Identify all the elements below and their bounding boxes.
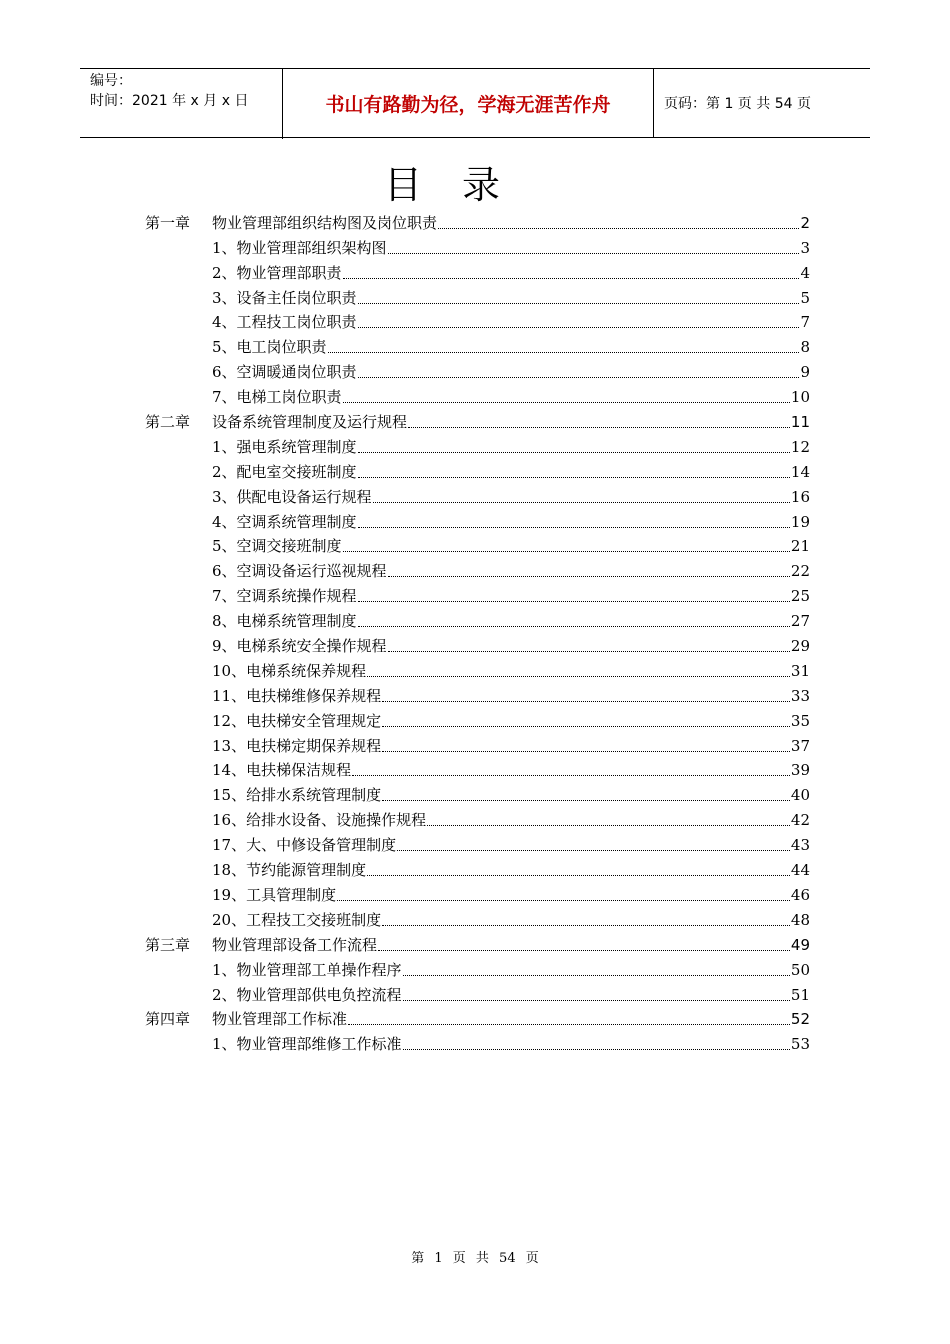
toc-dot-leader <box>388 576 790 577</box>
toc-page-number: 37 <box>790 736 810 755</box>
toc-entry-title: 8、电梯系统管理制度 <box>212 612 357 631</box>
toc-entry-title: 20、工程技工交接班制度 <box>212 910 382 929</box>
toc-section-entry[interactable] <box>145 681 810 706</box>
toc-section-entry[interactable] <box>145 258 810 283</box>
toc-entry-title: 5、空调交接班制度 <box>212 537 342 556</box>
page-header <box>80 68 870 138</box>
toc-chapter-label: 第一章 <box>145 213 191 232</box>
toc-entry-title: 12、电扶梯安全管理规定 <box>212 711 382 730</box>
toc-page-number: 33 <box>790 686 810 705</box>
toc-entry-title: 6、空调暖通岗位职责 <box>212 363 357 382</box>
toc-page-number: 22 <box>790 562 810 581</box>
toc-entry-title: 16、给排水设备、设施操作规程 <box>212 811 427 830</box>
toc-entry-title: 1、物业管理部维修工作标准 <box>212 1035 402 1054</box>
toc-dot-leader <box>403 1049 790 1050</box>
toc-section-entry[interactable] <box>145 980 810 1005</box>
toc-section-entry[interactable] <box>145 805 810 830</box>
toc-dot-leader <box>403 1000 790 1001</box>
toc-dot-leader <box>382 800 790 801</box>
toc-section-entry[interactable] <box>145 830 810 855</box>
toc-page-number: 43 <box>790 836 810 855</box>
toc-section-entry[interactable] <box>145 955 810 980</box>
toc-dot-leader <box>358 527 790 528</box>
toc-section-entry[interactable] <box>145 756 810 781</box>
toc-dot-leader <box>382 726 790 727</box>
toc-dot-leader <box>348 1024 790 1025</box>
toc-entry-title: 4、空调系统管理制度 <box>212 512 357 531</box>
toc-dot-leader <box>343 402 790 403</box>
toc-chapter-entry[interactable] <box>145 1005 810 1030</box>
toc-section-entry[interactable] <box>145 656 810 681</box>
toc-page-number: 19 <box>790 512 810 531</box>
toc-entry-title: 物业管理部设备工作流程 <box>212 935 378 954</box>
toc-dot-leader <box>382 925 790 926</box>
toc-page-number: 52 <box>790 1010 810 1029</box>
toc-section-entry[interactable] <box>145 905 810 930</box>
toc-entry-title: 设备系统管理制度及运行规程 <box>212 413 408 432</box>
toc-dot-leader <box>358 601 790 602</box>
toc-entry-title: 2、物业管理部供电负控流程 <box>212 985 402 1004</box>
toc-dot-leader <box>408 427 790 428</box>
toc-entry-title: 1、物业管理部组织架构图 <box>212 238 387 257</box>
toc-page-number: 53 <box>790 1035 810 1054</box>
toc-page-number: 21 <box>790 537 810 556</box>
toc-chapter-label: 第四章 <box>145 1010 191 1029</box>
toc-entry-title: 2、物业管理部职责 <box>212 263 342 282</box>
toc-page-number: 46 <box>790 885 810 904</box>
toc-dot-leader <box>403 975 790 976</box>
toc-section-entry[interactable] <box>145 581 810 606</box>
toc-chapter-entry[interactable] <box>145 930 810 955</box>
toc-page-number: 12 <box>790 437 810 456</box>
toc-page-number: 48 <box>790 910 810 929</box>
toc-page-number: 39 <box>790 761 810 780</box>
toc-chapter-label: 第二章 <box>145 413 191 432</box>
header-motto: 书山有路勤为径，学海无涯苦作舟 <box>283 69 654 137</box>
toc-page-number: 35 <box>790 711 810 730</box>
toc-entry-title: 19、工具管理制度 <box>212 885 337 904</box>
toc-entry-title: 17、大、中修设备管理制度 <box>212 836 397 855</box>
header-page-info: 页码：第 1 页 共 54 页 <box>664 96 811 112</box>
toc-page-number: 51 <box>790 985 810 1004</box>
toc-section-entry[interactable] <box>145 457 810 482</box>
toc-section-entry[interactable] <box>145 532 810 557</box>
toc-section-entry[interactable] <box>145 507 810 532</box>
toc-section-entry[interactable] <box>145 308 810 333</box>
toc-entry-title: 14、电扶梯保洁规程 <box>212 761 352 780</box>
toc-section-entry[interactable] <box>145 357 810 382</box>
toc-dot-leader <box>343 278 800 279</box>
toc-page-number: 27 <box>790 612 810 631</box>
toc-entry-title: 1、物业管理部工单操作程序 <box>212 960 402 979</box>
toc-dot-leader <box>343 551 790 552</box>
toc-section-entry[interactable] <box>145 432 810 457</box>
toc-section-entry[interactable] <box>145 482 810 507</box>
toc-page-number: 4 <box>800 263 810 282</box>
toc-entry-title: 7、电梯工岗位职责 <box>212 388 342 407</box>
document-date: 时间：2021 年 x 月 x 日 <box>90 93 249 109</box>
toc-section-entry[interactable] <box>145 631 810 656</box>
toc-page-number: 31 <box>790 661 810 680</box>
toc-section-entry[interactable] <box>145 556 810 581</box>
toc-entry-title: 6、空调设备运行巡视规程 <box>212 562 387 581</box>
toc-section-entry[interactable] <box>145 382 810 407</box>
toc-dot-leader <box>388 253 800 254</box>
toc-dot-leader <box>358 303 800 304</box>
toc-entry-title: 7、空调系统操作规程 <box>212 587 357 606</box>
toc-chapter-label: 第三章 <box>145 935 191 954</box>
toc-page-number: 5 <box>800 288 810 307</box>
toc-entry-title: 11、电扶梯维修保养规程 <box>212 686 382 705</box>
toc-section-entry[interactable] <box>145 332 810 357</box>
toc-page-number: 50 <box>790 960 810 979</box>
toc-entry-title: 2、配电室交接班制度 <box>212 462 357 481</box>
toc-page-number: 29 <box>790 637 810 656</box>
toc-entry-title: 18、节约能源管理制度 <box>212 861 367 880</box>
toc-dot-leader <box>382 751 790 752</box>
toc-page-number: 25 <box>790 587 810 606</box>
toc-entry-title: 物业管理部工作标准 <box>212 1010 348 1029</box>
document-number-label: 编号： <box>90 73 132 89</box>
toc-dot-leader <box>373 502 790 503</box>
toc-section-entry[interactable] <box>145 706 810 731</box>
table-of-contents <box>145 208 810 1054</box>
toc-section-entry[interactable] <box>145 283 810 308</box>
toc-section-entry[interactable] <box>145 780 810 805</box>
toc-dot-leader <box>358 377 800 378</box>
toc-dot-leader <box>367 676 790 677</box>
toc-entry-title: 13、电扶梯定期保养规程 <box>212 736 382 755</box>
toc-section-entry[interactable] <box>145 1029 810 1054</box>
toc-dot-leader <box>397 850 790 851</box>
toc-section-entry[interactable] <box>145 880 810 905</box>
toc-page-number: 3 <box>800 238 810 257</box>
toc-entry-title: 15、给排水系统管理制度 <box>212 786 382 805</box>
toc-page-number: 44 <box>790 861 810 880</box>
toc-page-number: 49 <box>790 935 810 954</box>
toc-entry-title: 1、强电系统管理制度 <box>212 437 357 456</box>
toc-entry-title: 9、电梯系统安全操作规程 <box>212 637 387 656</box>
toc-page-number: 8 <box>800 338 810 357</box>
toc-entry-title: 4、工程技工岗位职责 <box>212 313 357 332</box>
page-footer: 第 1 页 共 54 页 <box>411 1251 539 1266</box>
toc-section-entry[interactable] <box>145 731 810 756</box>
toc-chapter-entry[interactable] <box>145 208 810 233</box>
toc-page-number: 7 <box>800 313 810 332</box>
toc-dot-leader <box>358 327 800 328</box>
header-meta <box>80 69 283 139</box>
toc-dot-leader <box>427 825 790 826</box>
toc-page-number: 10 <box>790 388 810 407</box>
toc-section-entry[interactable] <box>145 606 810 631</box>
toc-entry-title: 3、设备主任岗位职责 <box>212 288 357 307</box>
toc-entry-title: 物业管理部组织结构图及岗位职责 <box>212 213 438 232</box>
toc-page-number: 11 <box>790 413 810 432</box>
toc-entry-title: 3、供配电设备运行规程 <box>212 487 372 506</box>
toc-dot-leader <box>438 228 799 229</box>
toc-dot-leader <box>382 701 790 702</box>
toc-dot-leader <box>337 900 790 901</box>
toc-page-number: 40 <box>790 786 810 805</box>
page-title: 目录 <box>383 163 540 207</box>
toc-page-number: 16 <box>790 487 810 506</box>
toc-page-number: 2 <box>800 213 810 232</box>
toc-page-number: 14 <box>790 462 810 481</box>
toc-dot-leader <box>352 775 790 776</box>
toc-section-entry[interactable] <box>145 855 810 880</box>
toc-dot-leader <box>358 477 790 478</box>
toc-dot-leader <box>367 875 790 876</box>
toc-dot-leader <box>388 651 790 652</box>
toc-page-number: 42 <box>790 811 810 830</box>
toc-entry-title: 5、电工岗位职责 <box>212 338 327 357</box>
toc-dot-leader <box>358 626 790 627</box>
toc-dot-leader <box>328 352 800 353</box>
toc-chapter-entry[interactable] <box>145 407 810 432</box>
toc-page-number: 9 <box>800 363 810 382</box>
toc-entry-title: 10、电梯系统保养规程 <box>212 661 367 680</box>
toc-dot-leader <box>378 950 790 951</box>
toc-dot-leader <box>358 452 790 453</box>
toc-section-entry[interactable] <box>145 233 810 258</box>
